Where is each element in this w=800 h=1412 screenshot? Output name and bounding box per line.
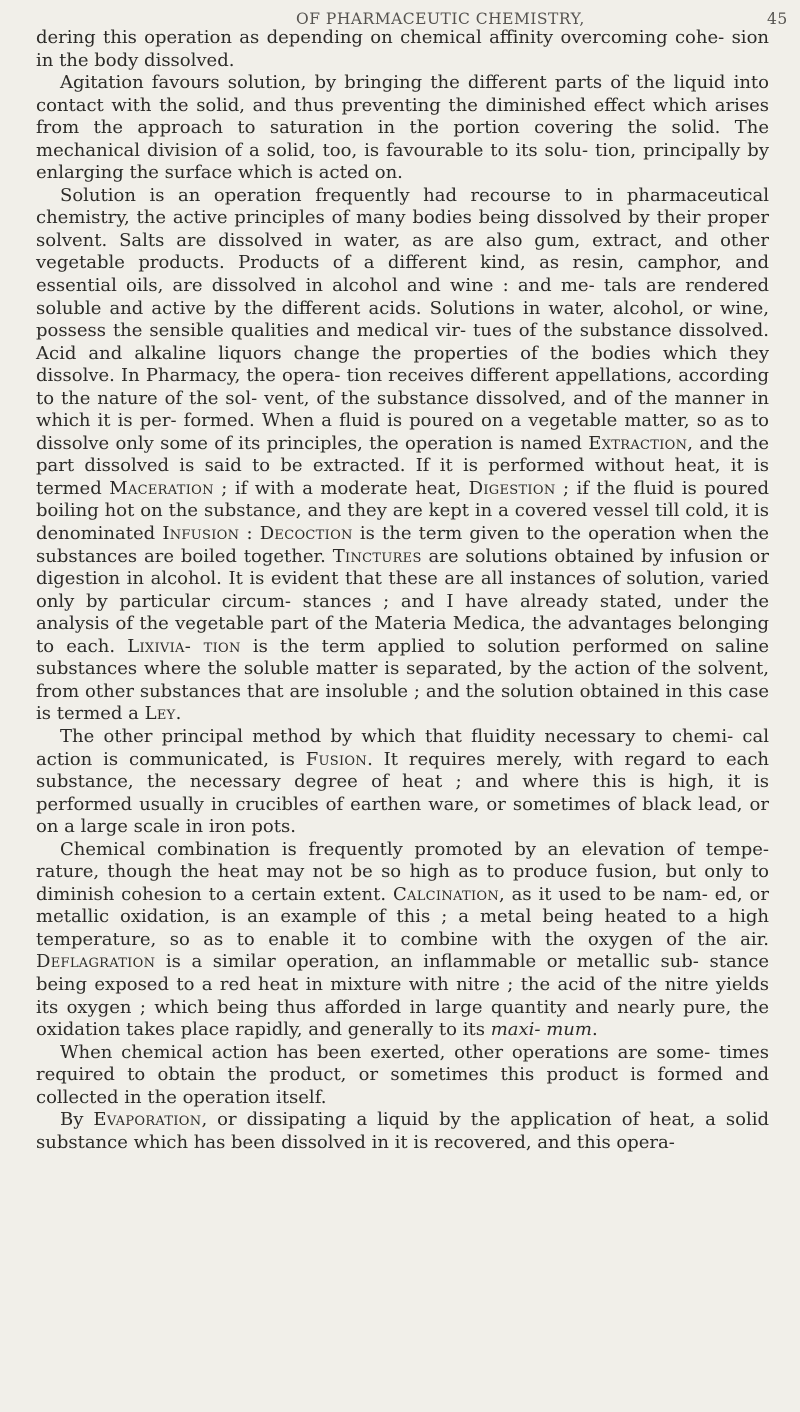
term-extraction: Extraction xyxy=(588,432,688,454)
paragraph-combination: Chemical combination is frequently promoted by an elevation of tempe- rature, though the heat may not be so high as to produce fusion, but only to diminish cohesion to a certain extent. Calcination, as it used to be nam- ed, or metallic oxidation, is an example of this ; a metal being heated to a high temperature, so as to enable it to combine with the oxygen of the air. Deflagration is a similar operation, an inflammable or metallic sub- stance being exposed to a red heat in mixture with nitre ; the acid of the nitre yields its oxygen ; which being thus afforded in large quantity and nearly pure, the oxidation takes place rapidly, and generally to its maxi- mum. xyxy=(36,838,769,1041)
paragraph-evaporation: By Evaporation, or dissipating a liquid by the application of heat, a solid substance which has been dissolved in it is recovered, and this opera- xyxy=(36,1109,769,1153)
term-fusion: Fusion xyxy=(305,748,368,770)
term-calcination: Calcination xyxy=(392,883,500,905)
term-lixiviation: Lixivia- tion xyxy=(127,635,241,657)
page-body xyxy=(36,27,769,1154)
term-maximum: maxi- mum xyxy=(490,1019,592,1041)
paragraph-solution: Solution is an operation frequently had recourse to in pharmaceutical chemistry, the active principles of many bodies being dissolved by their proper solvent. Salts are dissolved in water, as are also gum, extract, and other vegetable products. Products of a different kind, as resin, camphor, and essential oils, are dissolved in alcohol and wine : and me- tals are rendered soluble and active by the different acids. Solutions in water, alcohol, or wine, possess the sensible qualities and medical vir- tues of the substance dissolved. Acid and alkaline liquors change the properties of the bodies which they dissolve. In Pharmacy, the opera- tion receives different appellations, according to the nature of the sol- vent, of the substance dissolved, and of the manner in which it is per- formed. When a fluid is poured on a vegetable matter, so as to dissolve only some of its principles, the operation is named Extraction, and the part dissolved is said to be extracted. If it is performed without heat, it is termed Maceration ; if with a moderate heat, Digestion ; if the fluid is poured boiling hot on the substance, and they are kept in a covered vessel till cold, it is denominated Infusion : Decoction is the term given to the operation when the substances are boiled together. Tinctures are solutions obtained by infusion or digestion in alcohol. It is evident that these are all instances of solution, varied only by particular circum- stances ; and I have already stated, under the analysis of the vegetable part of the Materia Medica, the advantages belonging to each. Lixivia- tion is the term applied to solution performed on saline substances where the soluble matter is separated, by the action of the solvent, from other substances that are insoluble ; and the solution obtained in this case is termed a Ley. xyxy=(36,184,770,725)
term-digestion: Digestion xyxy=(468,477,556,499)
page-number: 45 xyxy=(767,10,788,28)
term-ley: Ley xyxy=(144,703,176,725)
term-deflagration: Deflagration xyxy=(36,951,156,973)
running-title: OF PHARMACEUTIC CHEMISTRY, xyxy=(296,10,585,28)
term-maceration: Maceration xyxy=(109,477,214,499)
paragraph-chemical-action: When chemical action has been exerted, other operations are some- times required to obtain the product, or sometimes this product is formed and collected in the operation itself. xyxy=(36,1041,769,1108)
paragraph-fusion: The other principal method by which that fluidity necessary to chemi- cal action is communicated, is Fusion. It requires merely, with regard to each substance, the necessary degree of heat ; and where this is high, it is performed usually in crucibles of earthen ware, or sometimes of black lead, or on a large scale in iron pots. xyxy=(36,725,769,838)
term-tinctures: Tinctures xyxy=(332,545,422,567)
term-evaporation: Evaporation xyxy=(93,1109,202,1131)
term-infusion: Infusion xyxy=(162,523,240,545)
term-decoction: Decoction xyxy=(259,523,353,545)
paragraph-agitation: Agitation favours solution, by bringing the different parts of the liquid into contact with the solid, and thus preventing the diminished effect which arises from the approach to saturation in the portion covering the solid. The mechanical division of a solid, too, is favourable to its solu- tion, principally by enlarging the surface which is acted on. xyxy=(36,72,769,184)
paragraph-continuation: dering this operation as depending on chemical affinity overcoming cohe- sion in the body dissolved. xyxy=(36,27,769,71)
